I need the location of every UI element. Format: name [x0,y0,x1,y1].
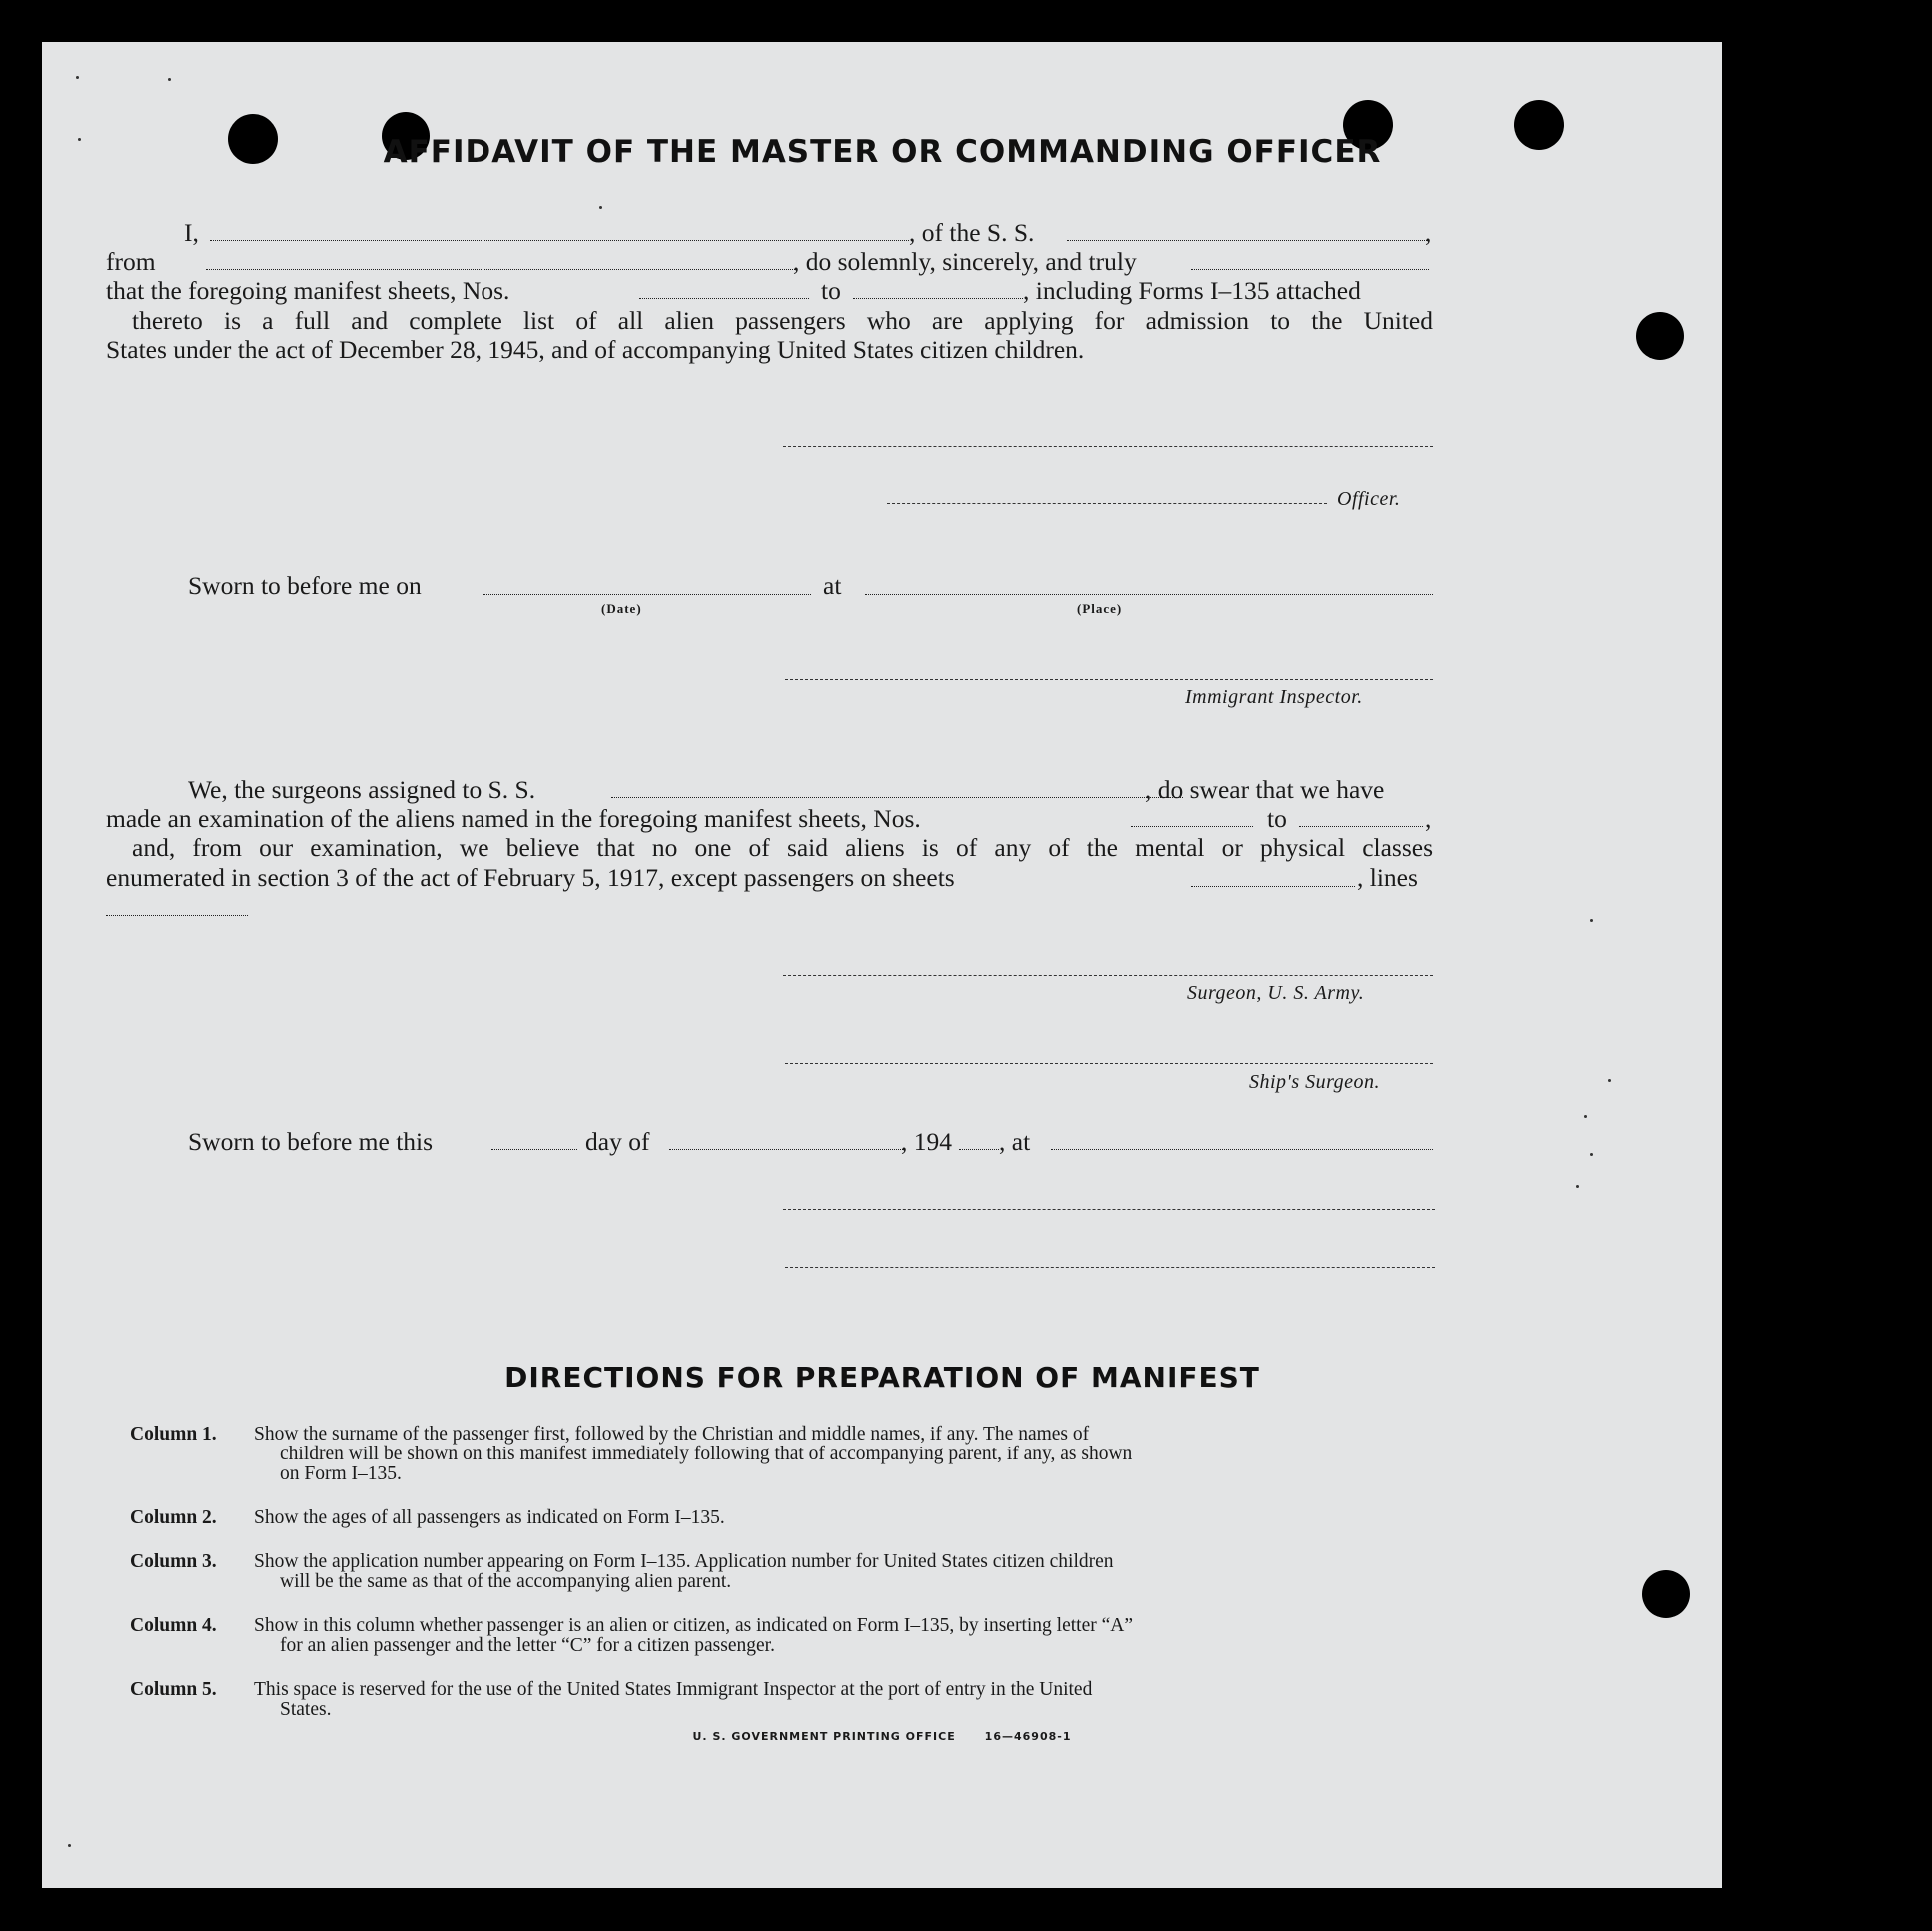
direction-item [130,1552,1433,1594]
ship-surgeon-caption: Ship's Surgeon. [1249,1071,1381,1093]
direction-text: Show the ages of all passengers as indicated on Form I–135. [254,1507,725,1528]
surgeons-text: We, the surgeons assigned to S. S. [188,775,536,804]
officer-signature-line[interactable] [783,446,1433,447]
sworn-text: day of [585,1127,650,1156]
affidavit-text: thereto is a full and complete list of all alien passengers who are applying for admission to the United [132,306,1433,335]
sheet-from-field[interactable] [639,298,809,299]
surgeons-text: made an examination of the aliens named in the foregoing manifest sheets, Nos. [106,804,921,833]
sworn-text: Sworn to before me this [188,1127,434,1156]
printing-office-footer: U. S. GOVERNMENT PRINTING OFFICE 16—46908-1 [692,1730,1072,1743]
affidavit-text: that the foregoing manifest sheets, Nos. [106,276,510,305]
surgeon-sheet-from-field[interactable] [1131,826,1253,827]
from-port-field[interactable] [206,269,795,270]
sworn-text: , 194 [901,1127,952,1156]
direction-text: on Form I–135. [280,1463,402,1484]
direction-item [130,1425,1433,1486]
punch-hole [1636,312,1684,360]
direction-label: Column 4. [130,1615,217,1636]
affidavit-text: , of the S. S. [909,218,1035,247]
place-label: (Place) [1077,601,1123,616]
inspector-caption: Immigrant Inspector. [1185,686,1363,708]
surgeon-sheet-to-field[interactable] [1299,826,1423,827]
sheet-to-field[interactable] [853,298,1023,299]
sworn-text: Sworn to before me on [188,571,422,600]
direction-label: Column 3. [130,1551,217,1572]
affidavit-text: to [821,276,841,305]
surgeons-text: enumerated in section 3 of the act of February 5, 1917, except passengers on sheets [106,863,955,892]
direction-text: for an alien passenger and the letter “C” for a citizen passenger. [280,1635,775,1656]
ship-surgeon-signature-line[interactable] [785,1063,1433,1064]
direction-text: States. [280,1699,332,1720]
sworn-place-field-2[interactable] [1051,1149,1433,1150]
direction-item [130,1680,1433,1722]
direction-text: Show the application number appearing on Form I–135. Application number for United States citizen children [254,1551,1114,1572]
excepted-sheets-field[interactable] [1191,886,1355,887]
oath-field[interactable] [1191,269,1429,270]
surgeon-ship-field[interactable] [611,797,1183,798]
army-surgeon-caption: Surgeon, U. S. Army. [1187,982,1365,1004]
direction-text: Show the surname of the passenger first, followed by the Christian and middle names, if any. The names of [254,1424,1090,1445]
directions-title: DIRECTIONS FOR PREPARATION OF MANIFEST [504,1361,1260,1394]
surgeons-text: and, from our examination, we believe that no one of said aliens is of any of the mental or physical classes [132,833,1433,862]
surgeons-text: , do swear that we have [1145,775,1385,804]
direction-text: children will be shown on this manifest immediately following that of accompanying parent, if any, as shown [280,1444,1133,1464]
affidavit-text: , including Forms I–135 attached [1023,276,1361,305]
affidavit-text: States under the act of December 28, 1945, and of accompanying United States citizen children. [106,335,1085,364]
inspector-signature-line[interactable] [785,679,1433,680]
sworn-place-field[interactable] [865,594,1433,595]
officer-title-line[interactable] [887,503,1327,504]
surgeons-text: to [1267,804,1287,833]
officer-caption: Officer. [1337,488,1401,510]
sworn-day-field[interactable] [491,1149,577,1150]
surgeons-text: , lines [1357,863,1418,892]
sworn-text: , at [999,1127,1031,1156]
army-surgeon-signature-line[interactable] [783,975,1433,976]
excepted-lines-field[interactable] [106,915,248,916]
affidavit-text: from [106,247,156,276]
sworn-text: at [823,571,842,600]
signature-line[interactable] [783,1209,1435,1210]
master-name-field[interactable] [210,240,909,241]
affidavit-title: AFFIDAVIT OF THE MASTER OR COMMANDING OFFICER [383,134,1382,170]
affidavit-text: I, [184,218,199,247]
date-label: (Date) [601,601,642,616]
direction-item [130,1616,1433,1658]
direction-text: will be the same as that of the accompanying alien parent. [280,1571,732,1592]
signature-line[interactable] [785,1267,1435,1268]
ship-name-field[interactable] [1067,240,1427,241]
form-page [42,42,1722,1888]
punch-hole [1642,1570,1690,1618]
direction-label: Column 2. [130,1507,217,1528]
direction-label: Column 5. [130,1679,217,1700]
sworn-month-field[interactable] [669,1149,903,1150]
sworn-year-field[interactable] [959,1149,999,1150]
surgeons-text: , [1425,804,1432,833]
direction-label: Column 1. [130,1424,217,1445]
direction-text: Show in this column whether passenger is an alien or citizen, as indicated on Form I–135, by inserting letter “A” [254,1615,1133,1636]
affidavit-text: , [1425,218,1432,247]
direction-text: This space is reserved for the use of the United States Immigrant Inspector at the port of entry in the United [254,1679,1093,1700]
direction-item [130,1508,1433,1530]
affidavit-text: , do solemnly, sincerely, and truly [793,247,1137,276]
sworn-date-field[interactable] [483,594,811,595]
